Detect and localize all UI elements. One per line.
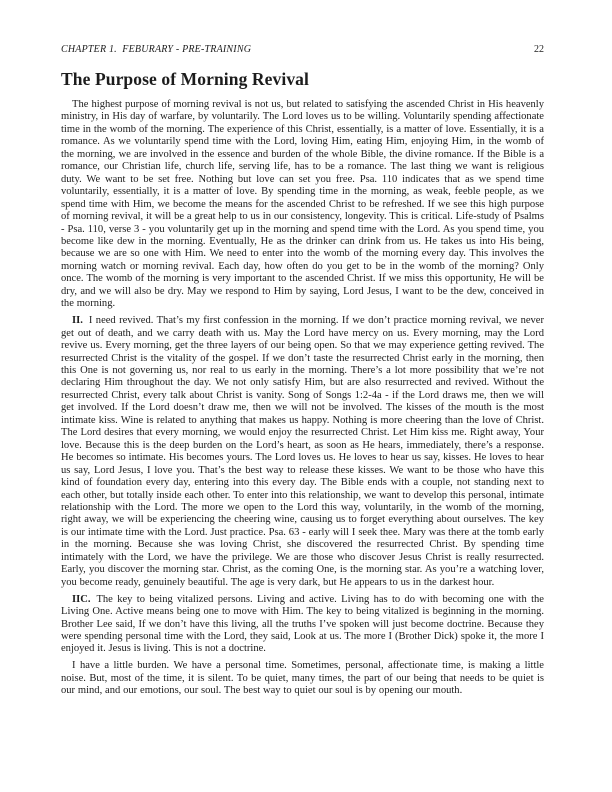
- paragraph-lead: IIC.: [72, 593, 91, 605]
- running-header: [61, 44, 544, 56]
- paragraph-text: I need revived. That’s my first confession in the morning. If we don’t practice morning revival, we never get out of death, and we carry death with us. May the Lord have mercy on us. Every morning, may the Lord revive us. Every morning, get the three layers of our being open. So that we may experience getting revived. The resurrected Christ is the vitality of the gospel. If we don’t taste the resurrected Christ early in the morning, then this One is not governing us, nor real to us early in the morning. There’s a lot more possibility that we’re not declaring Him throughout the day. We not only satisfy Him, but are also resurrected and revived. Without the resurrected Christ, every talk about Christ is vanity. Song of Songs 1:2-4a - if the Lord draws me, then we will get involved. If the Lord doesn’t draw me, then we will not be involved. The kisses of the mouth is the most intimate kiss. Wine is related to anything that makes us happy. Nothing is more cheering than the love of Christ. The Lord desires that every morning, we would enjoy the resurrected Christ. Let Him kiss me. Right away, Your love. Because this is the deep burden on the Lord’s heart, as soon as He hears, immediately, there’s a response. He becomes so intimate. His becomes yours. The Lord loves us. He loves to hear us say, kisses. He loves to hear us say, Lord Jesus, I love you. That’s the best way to release these kisses. We want to be those who have this kind of foundation every day, entering into this every day. The Bible ends with a couple, not standing next to each other, but totally inside each other. To enter into this relationship, we want to develop this personal, intimate relationship with the Lord. The more we open to the Lord this way, voluntarily, in the womb of the morning, right away, we will be experiencing the cheering wine, causing us to forget everything about ourselves. The key is our intimate time with the Lord. Just practice. Psa. 63 - early will I seek thee. Mary was there at the tomb early in the morning. Because she was loving Christ, she discovered the resurrected Christ. By spending time intimately with the Lord, we have the privilege. We are those who discover Jesus Christ is really resurrected. Early, you discover the morning star. Christ, as the coming One, is the morning star. As you’re a watching lover, you become ready, genuinely beautiful. The age is very dark, but He appears to us in the darkest hour.: [61, 315, 544, 588]
- text-block: [61, 44, 544, 698]
- body-text: [61, 99, 544, 698]
- paragraph-text: The highest purpose of morning revival is not us, but related to satisfying the ascended Christ in His heavenly ministry, in His day of warfare, by voluntarily. The Lord loves us to be willing. Voluntarily spending affectionate time in the womb of the morning. The experience of this Christ, essentially, is a matter of love. Essentially, it is a romance. As we voluntarily spend time with the Lord, loving Him, eating Him, enjoying Him, in the womb of the morning, we are involved in the essence and burden of the whole Bible, the divine romance. If the Bible is a romance, our Christian life, church life, serving life, has to be a romance. The last thing we want is religious duty. We want to be set free. Nothing but love can set you free. Psa. 110 indicates that as we spend time voluntarily, essentially, it is a matter of love. By spending time in the morning, as weak, feeble people, as we spend time with Him, we become the means for the ascended Christ to be refreshed. If we see this high purpose of morning revival, it will be a great help to us in our consistency, longevity. This is critical. Life-study of Psalms - Psa. 110, verse 3 - you voluntarily get up in the morning and spend time with the Lord. As you spend time, you become like dew in the morning. Eventually, He as the drinker can drink from us. He takes us into His being, because we are so one with Him. We need to enter into the womb of the morning every day. This involves the morning watch or morning revival. Each day, how often do you get to be in the womb of the morning? Only once. The womb of the morning is very important to the ascended Christ. If we miss this opportunity, He will be dry, and we will also be dry. May we respond to Him by saying, Lord Jesus, I want to be the dew, conceived in the morning.: [61, 99, 544, 310]
- body-paragraph: [61, 315, 544, 589]
- paragraph-lead: II.: [72, 315, 83, 327]
- body-paragraph: [61, 594, 544, 656]
- page-number: 22: [534, 44, 544, 55]
- running-header-chapter: CHAPTER 1. FEBURARY - PRE-TRAINING: [61, 44, 252, 55]
- section-title: The Purpose of Morning Revival: [61, 69, 309, 89]
- body-paragraph: [61, 660, 544, 697]
- paragraph-text: I have a little burden. We have a personal time. Sometimes, personal, affectionate time, is making a little noise. But, most of the time, it is silent. To be quiet, many times, the part of our being that needs to be quiet is our mind, and our emotions, our soul. The best way to quiet our soul is by opening our mouth.: [61, 660, 544, 697]
- body-paragraph: [61, 99, 544, 311]
- paragraph-text: The key to being vitalized persons. Living and active. Living has to do with becoming one with the Living One. Active means being one to move with Him. The key to being vitalized is beginning in the morning. Brother Lee said, If we don’t have this living, all the truths I’ve spoken will just become doctrine. Because they were spending personal time with the Lord, they said, Look at us. The more I (Brother Dick) spoke it, the more I enjoyed it. Jesus is living. This is not a doctrine.: [61, 593, 544, 655]
